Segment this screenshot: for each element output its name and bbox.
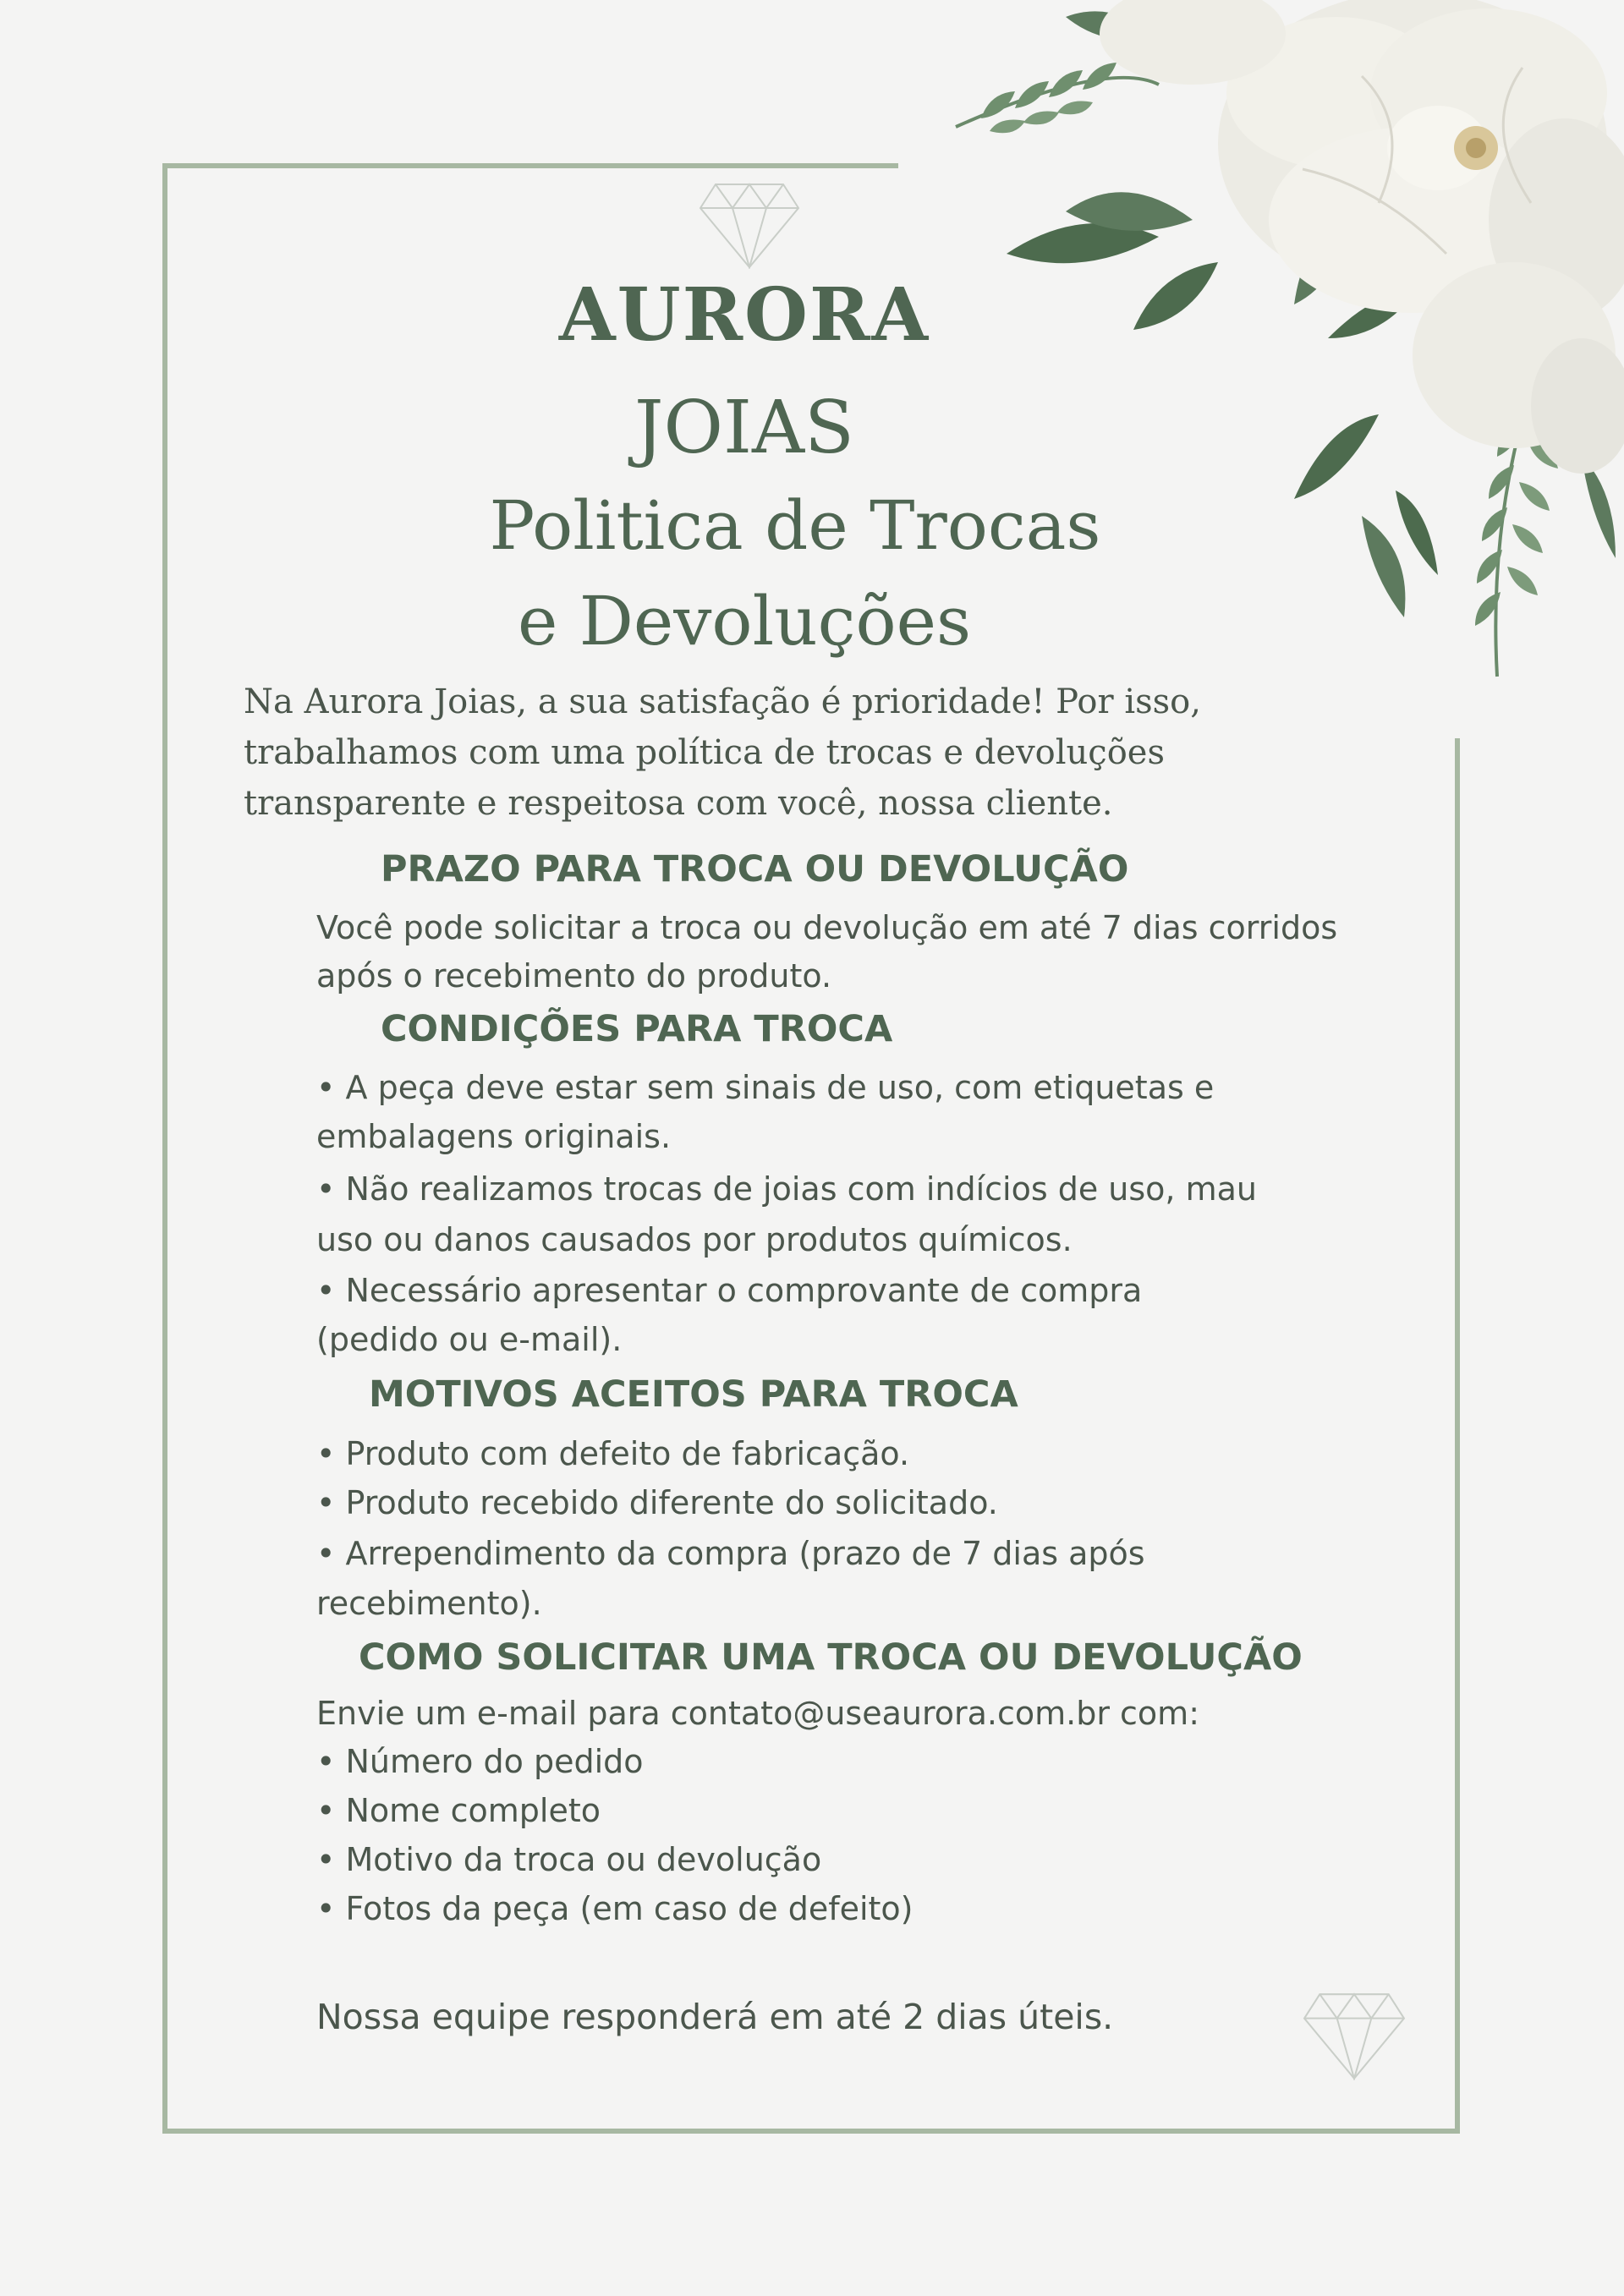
- section-line: uso ou danos causados por produtos químicos.: [316, 1221, 1073, 1258]
- frame-right-line: [1455, 738, 1460, 2134]
- leaf-branch-icon: [956, 63, 1159, 133]
- frame-top-line: [162, 163, 898, 168]
- section-heading-prazo: PRAZO PARA TROCA OU DEVOLUÇÃO: [381, 848, 1129, 890]
- policy-title-line1: Politica de Trocas: [489, 486, 1101, 565]
- section-line: • Produto com defeito de fabricação.: [316, 1435, 910, 1472]
- section-line: • Produto recebido diferente do solicitado.: [316, 1484, 998, 1521]
- diamond-icon: [1303, 1992, 1406, 2080]
- diamond-icon: [699, 183, 800, 269]
- section-line: embalagens originais.: [316, 1118, 672, 1155]
- section-heading-condicoes: CONDIÇÕES PARA TROCA: [381, 1008, 893, 1050]
- brand-subtitle: JOIAS: [634, 386, 854, 470]
- frame-bottom-line: [162, 2129, 1460, 2134]
- section-line: (pedido ou e-mail).: [316, 1321, 623, 1358]
- footer-note: Nossa equipe responderá em até 2 dias úteis.: [316, 1997, 1114, 2037]
- section-line: • Não realizamos trocas de joias com indícios de uso, mau: [316, 1170, 1257, 1208]
- section-line: • Arrependimento da compra (prazo de 7 dias após: [316, 1535, 1145, 1572]
- section-line: • Nome completo: [316, 1792, 601, 1829]
- section-line: • Necessário apresentar o comprovante de compra: [316, 1272, 1143, 1309]
- section-line: recebimento).: [316, 1585, 542, 1622]
- section-line: • A peça deve estar sem sinais de uso, com etiquetas e: [316, 1069, 1215, 1106]
- section-line: após o recebimento do produto.: [316, 957, 832, 995]
- section-line: • Motivo da troca ou devolução: [316, 1841, 822, 1878]
- section-line: Você pode solicitar a troca ou devolução em até 7 dias corridos: [316, 909, 1338, 946]
- brand-name: AURORA: [558, 272, 930, 358]
- section-line: • Fotos da peça (em caso de defeito): [316, 1890, 914, 1927]
- section-heading-como: COMO SOLICITAR UMA TROCA OU DEVOLUÇÃO: [359, 1636, 1303, 1679]
- intro-paragraph: Na Aurora Joias, a sua satisfação é prioridade! Por isso, trabalhamos com uma política de trocas e devoluções transparente e respeitosa com você, nossa cliente.: [244, 682, 1201, 823]
- policy-title-line2: e Devoluções: [517, 582, 972, 660]
- section-line: Envie um e-mail para contato@useaurora.com.br com:: [316, 1695, 1199, 1732]
- section-heading-motivos: MOTIVOS ACEITOS PARA TROCA: [369, 1373, 1018, 1416]
- section-line: • Número do pedido: [316, 1743, 644, 1780]
